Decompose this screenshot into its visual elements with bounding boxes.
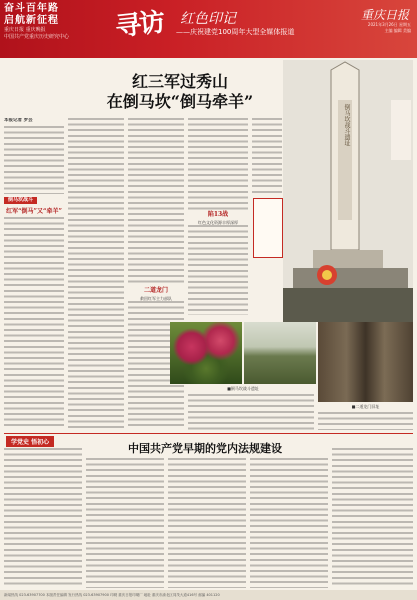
text-column-6 [188, 394, 314, 430]
body-text-block [68, 118, 124, 430]
text-column-5 [252, 118, 282, 194]
monument-illustration [283, 60, 413, 322]
body-text-block [188, 394, 314, 430]
text-column-b2 [86, 458, 164, 588]
photo-caption-left: ■倒马坎战斗遗址 [227, 386, 259, 391]
text-column-b1 [4, 448, 82, 588]
body-text-block [86, 458, 164, 588]
photo-caption-right: ■二道龙门旧址 [351, 404, 380, 409]
subhead-3: 陷13战 [207, 211, 229, 218]
header-slogan-block [4, 3, 122, 55]
body-text-block [188, 118, 248, 210]
article-2-headline: 中国共产党早期的党内法规建设 [128, 442, 282, 455]
section-divider [4, 433, 413, 434]
headline-line-1: 红三军过秀山 [131, 72, 228, 91]
headline-line-2: 在倒马坎“倒马牵羊” [106, 92, 254, 111]
text-column-4 [188, 118, 248, 318]
article-headline [80, 72, 280, 112]
village-photo [244, 322, 316, 384]
text-column-1 [4, 118, 64, 430]
slogan-small-2: 中国共产党重庆历史研究中心 [4, 34, 70, 40]
slogan-small-1: 重庆日报 重庆晚报 [4, 27, 46, 33]
subhead-1: 倒马坎战斗 [4, 197, 37, 205]
text-column-7 [318, 412, 413, 430]
body-text-block [252, 118, 282, 194]
monument-inscription: 倒马坎战斗遗址 [343, 104, 350, 146]
slogan-line-2: 启航新征程 [4, 15, 59, 26]
text-column-b4 [250, 458, 328, 588]
flowers-photo [170, 322, 242, 384]
body-text-block [250, 458, 328, 588]
body-text-block [188, 225, 248, 315]
slogan-line-1: 奋斗百年路 [4, 3, 59, 14]
subhead-1-sub: 红军“倒马”又“牵羊” [6, 208, 62, 216]
article-byline: 本报记者 罗芸 [4, 118, 33, 123]
newspaper-logo: 重庆日报 [360, 8, 409, 22]
inset-box [253, 198, 283, 258]
body-text-block [332, 448, 413, 588]
issue-editors: 主编 编辑 美编 [384, 28, 411, 33]
body-text-block [168, 458, 246, 588]
page-header [0, 0, 417, 58]
body-text-block [128, 118, 184, 286]
text-column-b3 [168, 458, 246, 588]
doorway-photo [318, 322, 413, 402]
subhead-2: 二道龙门 [143, 287, 168, 294]
subhead-2-sub: 救回红军主力部队 [140, 295, 172, 301]
monument-photo [283, 60, 413, 322]
calligraphy-title: 寻访 [113, 7, 165, 43]
issue-date: 2021年3月26日 星期五 [367, 22, 411, 27]
column-title: 红色印记 [180, 11, 236, 27]
issue-meta [341, 22, 411, 34]
body-text-block [318, 412, 413, 430]
body-text-block [4, 126, 64, 194]
section-tag: 学党史 悟初心 [6, 436, 54, 447]
page-footer: 新闻热线 023-63907700 本版责任编辑 发行热线 023-63907900 印刷 重庆日报印刷厂 地址 重庆市渝北区同茂大道416号 邮编 401120 [0, 590, 417, 600]
body-text-block [4, 448, 82, 588]
text-column-2 [68, 118, 124, 430]
text-column-b5 [332, 448, 413, 588]
body-text-block [4, 217, 64, 430]
column-subtitle: ——庆祝建党100周年大型全媒体报道 [176, 28, 295, 36]
subhead-3-sub: 红色文化资源丰厚深厚 [198, 219, 238, 225]
